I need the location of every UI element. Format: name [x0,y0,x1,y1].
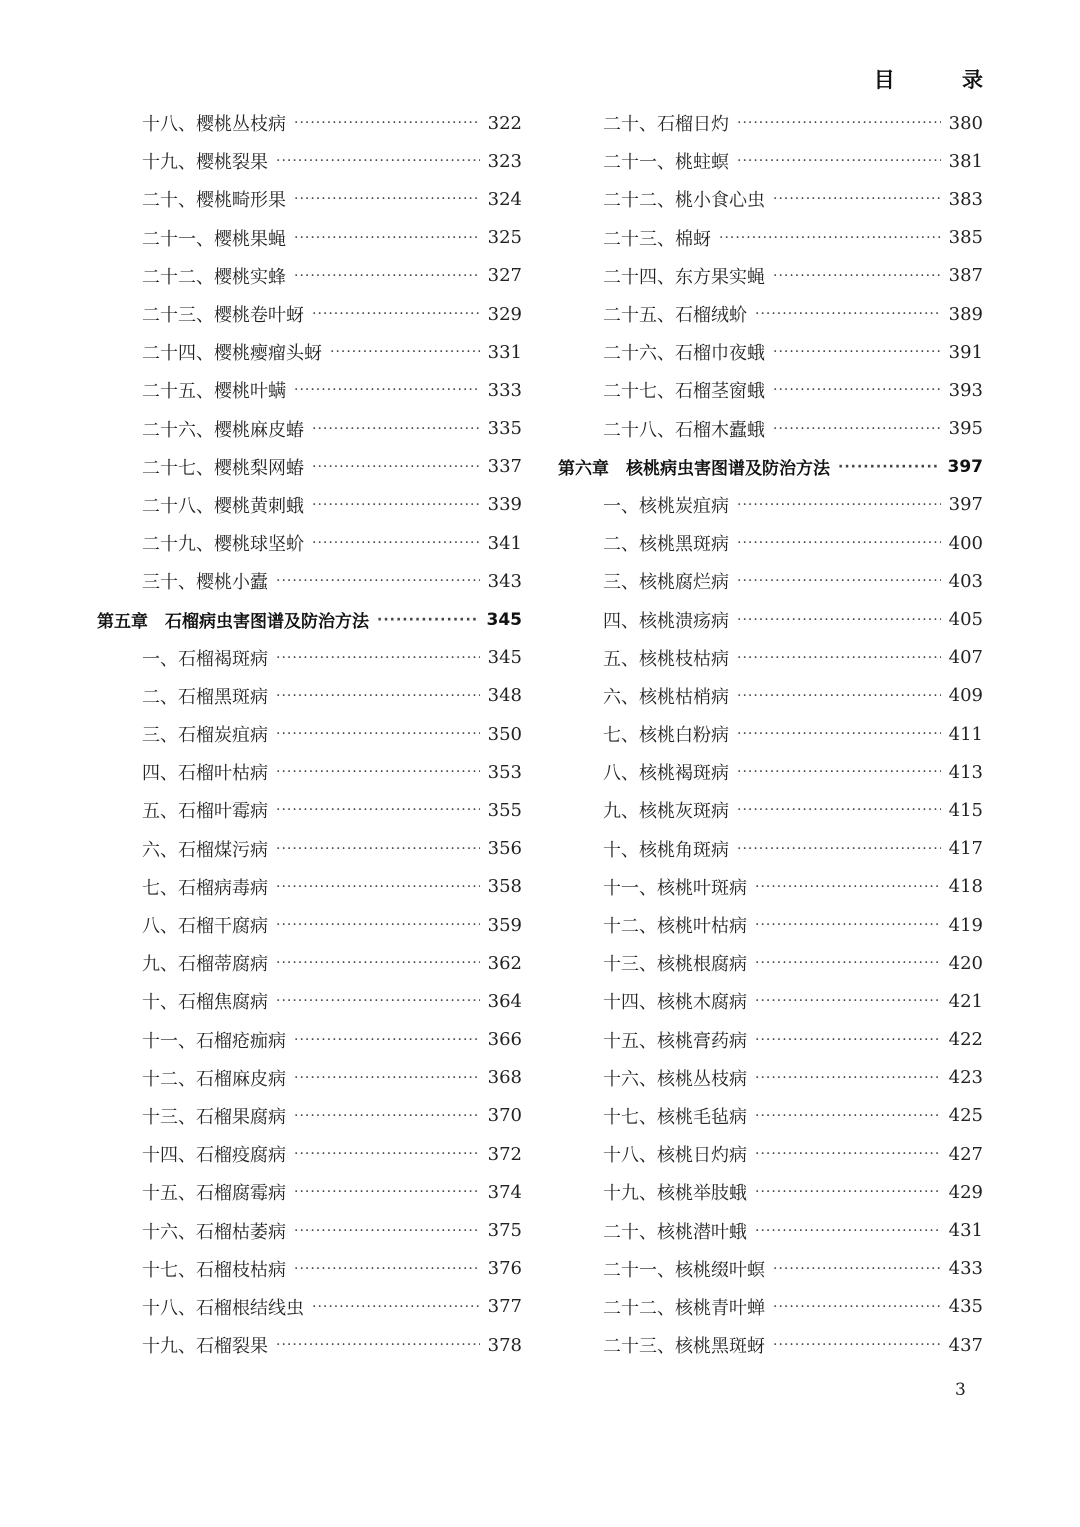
toc-entry-page: 353 [487,761,522,783]
toc-entry-page: 395 [948,418,983,440]
toc-entry-title: 二十六、樱桃麻皮蝽 [142,419,304,441]
dot-leader [737,802,941,818]
dot-leader [737,153,941,169]
toc-entry-title: 二十三、棉蚜 [603,228,711,250]
dot-leader [737,573,941,589]
toc-chapter-heading[interactable] [558,448,983,486]
toc-entry-page: 350 [487,723,522,745]
toc-entry-title: 三十、樱桃小蠹 [142,572,268,594]
toc-entry-page: 407 [948,647,983,669]
toc-entry-title: 二、核桃黑斑病 [603,534,729,556]
page-number: 3 [955,1380,966,1400]
toc-entry-title: 一、石榴褐斑病 [142,648,268,670]
toc-entry[interactable] [97,639,522,677]
toc-entry-page: 425 [948,1105,983,1127]
dot-leader [773,382,941,398]
dot-leader [294,1223,480,1239]
toc-entry-page: 376 [487,1258,522,1280]
toc-entry[interactable] [97,1211,522,1249]
toc-entry[interactable] [97,715,522,753]
toc-entry[interactable] [97,1097,522,1135]
toc-entry[interactable] [558,1326,983,1364]
toc-entry-title: 二十三、核桃黑斑蚜 [603,1336,765,1358]
toc-entry[interactable] [558,104,983,142]
toc-entry-page: 429 [948,1181,983,1203]
toc-entry-title: 四、石榴叶枯病 [142,763,268,785]
toc-entry-page: 325 [487,227,522,249]
toc-entry-page: 375 [487,1220,522,1242]
toc-entry-page: 339 [487,494,522,516]
toc-entry[interactable] [558,1288,983,1326]
toc-entry-title: 二十、樱桃畸形果 [142,190,286,212]
toc-entry[interactable] [97,219,522,257]
dot-leader [312,535,480,551]
dot-leader [773,344,941,360]
toc-entry-page: 377 [487,1296,522,1318]
toc-entry[interactable] [97,906,522,944]
dot-leader [737,650,941,666]
dot-leader [838,459,940,475]
dot-leader [737,764,941,780]
dot-leader [294,230,480,246]
dot-leader [737,841,941,857]
toc-entry-page: 393 [948,379,983,401]
toc-chapter-heading[interactable] [97,600,522,638]
toc-entry[interactable] [97,1288,522,1326]
toc-entry-page: 324 [487,188,522,210]
toc-entry[interactable] [97,1021,522,1059]
toc-entry[interactable] [97,524,522,562]
toc-entry-title: 十五、核桃膏药病 [603,1030,747,1052]
toc-entry-page: 378 [487,1334,522,1356]
dot-leader [737,726,941,742]
toc-entry-page: 435 [948,1296,983,1318]
toc-entry-title: 二十九、樱桃球坚蚧 [142,534,304,556]
toc-entry-title: 十、石榴焦腐病 [142,992,268,1014]
toc-entry[interactable] [97,448,522,486]
toc-entry-page: 433 [948,1258,983,1280]
toc-entry[interactable] [558,371,983,409]
toc-entry-title: 十七、核桃毛毡病 [603,1106,747,1128]
toc-entry-title: 二十八、樱桃黄刺蛾 [142,495,304,517]
dot-leader [773,421,941,437]
toc-entry-title: 一、核桃炭疽病 [603,495,729,517]
dot-leader [755,1223,941,1239]
toc-entry-page: 389 [948,303,983,325]
dot-leader [737,612,941,628]
toc-entry-title: 二十、石榴日灼 [603,114,729,136]
dot-leader [773,1261,941,1277]
dot-leader [294,115,480,131]
toc-entry[interactable] [558,333,983,371]
toc-entry-page: 400 [948,532,983,554]
toc-entry-page: 423 [948,1067,983,1089]
toc-entry-page: 323 [487,150,522,172]
dot-leader [755,1108,941,1124]
dot-leader [755,1032,941,1048]
toc-entry[interactable] [558,600,983,638]
toc-entry-title: 二十五、石榴绒蚧 [603,305,747,327]
toc-entry[interactable] [97,1059,522,1097]
toc-entry-title: 十八、石榴根结线虫 [142,1297,304,1319]
toc-entry-page: 333 [487,379,522,401]
toc-entry-page: 356 [487,838,522,860]
toc-entry-page: 372 [487,1143,522,1165]
toc-entry-page: 345 [487,647,522,669]
toc-entry-title: 二、石榴黑斑病 [142,686,268,708]
dot-leader [276,955,480,971]
dot-leader [755,1146,941,1162]
toc-entry[interactable] [558,830,983,868]
toc-entry[interactable] [558,1211,983,1249]
toc-entry-page: 397 [947,456,983,477]
toc-entry-page: 355 [487,799,522,821]
toc-entry-title: 二十四、樱桃瘿瘤头蚜 [142,343,322,365]
toc-entry-page: 422 [948,1029,983,1051]
dot-leader [737,688,941,704]
toc-entry-page: 437 [948,1334,983,1356]
toc-entry[interactable] [97,486,522,524]
toc-entry-title: 十八、樱桃丛枝病 [142,114,286,136]
toc-entry-page: 418 [948,876,983,898]
toc-entry-title: 十三、石榴果腐病 [142,1106,286,1128]
toc-entry-title: 四、核桃溃疡病 [603,610,729,632]
toc-entry[interactable] [558,944,983,982]
toc-entry[interactable] [97,295,522,333]
toc-entry[interactable] [97,830,522,868]
toc-entry-title: 三、核桃腐烂病 [603,572,729,594]
toc-entry[interactable] [558,562,983,600]
toc-entry-page: 383 [948,188,983,210]
toc-entry[interactable] [97,1326,522,1364]
toc-entry[interactable] [558,257,983,295]
toc-entry-title: 十三、核桃根腐病 [603,954,747,976]
toc-entry[interactable] [97,257,522,295]
dot-leader [276,917,480,933]
toc-entry[interactable] [97,982,522,1020]
dot-leader [755,993,941,1009]
toc-entry[interactable] [558,753,983,791]
toc-entry-title: 二十二、核桃青叶蝉 [603,1297,765,1319]
dot-leader [312,459,480,475]
toc-entry[interactable] [558,1135,983,1173]
toc-entry-title: 十四、石榴疫腐病 [142,1145,286,1167]
toc-entry-page: 413 [948,761,983,783]
dot-leader [276,726,480,742]
toc-entry-page: 327 [487,265,522,287]
toc-entry-page: 385 [948,227,983,249]
dot-leader [773,1299,941,1315]
toc-entry[interactable] [558,410,983,448]
dot-leader [312,421,480,437]
toc-entry-page: 411 [948,723,983,745]
toc-entry-title: 六、核桃枯梢病 [603,686,729,708]
toc-entry-title: 二十三、樱桃卷叶蚜 [142,305,304,327]
dot-leader [773,268,941,284]
toc-entry-page: 364 [487,990,522,1012]
toc-entry-page: 348 [487,685,522,707]
toc-entry[interactable] [97,868,522,906]
toc-entry-page: 337 [487,456,522,478]
toc-entry-title: 二十二、桃小食心虫 [603,190,765,212]
dot-leader [737,115,941,131]
toc-entry-title: 二十二、樱桃实蜂 [142,266,286,288]
toc-entry-page: 417 [948,838,983,860]
toc-entry-title: 七、石榴病毒病 [142,877,268,899]
toc-entry[interactable] [97,1173,522,1211]
dot-leader [773,191,941,207]
toc-entry-title: 第六章 核桃病虫害图谱及防治方法 [558,459,830,480]
toc-entry-page: 329 [487,303,522,325]
toc-entry-title: 十八、核桃日灼病 [603,1145,747,1167]
toc-entry[interactable] [558,982,983,1020]
dot-leader [312,497,480,513]
toc-entry-page: 421 [948,990,983,1012]
toc-entry-page: 343 [487,570,522,592]
toc-entry-page: 359 [487,914,522,936]
toc-entry-title: 三、石榴炭疽病 [142,725,268,747]
toc-entry-title: 十七、石榴枝枯病 [142,1259,286,1281]
dot-leader [294,1184,480,1200]
toc-entry[interactable] [558,524,983,562]
toc-entry-title: 五、核桃枝枯病 [603,648,729,670]
toc-entry-title: 二十一、桃蛀螟 [603,152,729,174]
toc-entry[interactable] [558,677,983,715]
page-header-title: 目 录 [873,68,1013,92]
toc-entry-title: 十一、石榴疮痂病 [142,1030,286,1052]
toc-entry[interactable] [558,639,983,677]
toc-entry-title: 十、核桃角斑病 [603,839,729,861]
dot-leader [294,1032,480,1048]
toc-entry-page: 362 [487,952,522,974]
toc-entry[interactable] [97,753,522,791]
toc-entry-title: 十六、核桃丛枝病 [603,1068,747,1090]
toc-entry[interactable] [97,410,522,448]
toc-entry-page: 387 [948,265,983,287]
toc-entry-title: 八、核桃褐斑病 [603,763,729,785]
toc-entry-title: 十五、石榴腐霉病 [142,1183,286,1205]
toc-entry[interactable] [97,1250,522,1288]
dot-leader [755,1184,941,1200]
toc-entry[interactable] [558,486,983,524]
toc-entry-page: 374 [487,1181,522,1203]
toc-entry-page: 322 [487,112,522,134]
dot-leader [737,535,941,551]
dot-leader [276,879,480,895]
dot-leader [755,1070,941,1086]
dot-leader [276,993,480,1009]
toc-entry[interactable] [97,180,522,218]
toc-entry-title: 二十八、石榴木蠹蛾 [603,419,765,441]
dot-leader [377,612,479,628]
toc-entry[interactable] [558,791,983,829]
toc-entry-title: 九、核桃灰斑病 [603,801,729,823]
toc-entry-page: 431 [948,1220,983,1242]
dot-leader [755,879,941,895]
toc-entry-title: 十六、石榴枯萎病 [142,1221,286,1243]
dot-leader [294,1261,480,1277]
dot-leader [294,1070,480,1086]
toc-entry-title: 十一、核桃叶斑病 [603,877,747,899]
dot-leader [312,306,480,322]
toc-entry-title: 十九、樱桃裂果 [142,152,268,174]
dot-leader [755,917,941,933]
toc-entry-title: 八、石榴干腐病 [142,916,268,938]
dot-leader [276,573,480,589]
toc-entry[interactable] [558,715,983,753]
toc-entry-page: 358 [487,876,522,898]
toc-entry-page: 409 [948,685,983,707]
dot-leader [276,841,480,857]
toc-entry[interactable] [558,1173,983,1211]
toc-entry-page: 405 [948,609,983,631]
dot-leader [276,802,480,818]
dot-leader [294,191,480,207]
dot-leader [276,153,480,169]
dot-leader [294,1108,480,1124]
toc-entry-title: 二十四、东方果实蝇 [603,266,765,288]
toc-entry[interactable] [97,944,522,982]
toc-entry[interactable] [558,142,983,180]
toc-entry-title: 六、石榴煤污病 [142,839,268,861]
toc-entry-page: 380 [948,112,983,134]
toc-entry-title: 二十六、石榴巾夜蛾 [603,343,765,365]
toc-entry[interactable] [558,906,983,944]
dot-leader [294,382,480,398]
toc-entry[interactable] [97,677,522,715]
toc-entry-title: 十二、核桃叶枯病 [603,916,747,938]
dot-leader [737,497,941,513]
dot-leader [755,955,941,971]
toc-entry-page: 397 [948,494,983,516]
dot-leader [276,764,480,780]
toc-entry[interactable] [558,295,983,333]
toc-entry[interactable] [558,1097,983,1135]
toc-entry-title: 十四、核桃木腐病 [603,992,747,1014]
toc-entry-page: 335 [487,418,522,440]
toc-entry-title: 二十一、樱桃果蝇 [142,228,286,250]
toc-entry[interactable] [558,180,983,218]
toc-entry-title: 二十、核桃潜叶蛾 [603,1221,747,1243]
toc-entry[interactable] [97,333,522,371]
toc-entry[interactable] [97,104,522,142]
toc-entry-title: 七、核桃白粉病 [603,725,729,747]
toc-entry-page: 391 [948,341,983,363]
toc-right-column [558,104,983,1364]
toc-entry-page: 366 [487,1029,522,1051]
toc-entry[interactable] [97,371,522,409]
dot-leader [276,650,480,666]
toc-entry-title: 十九、石榴裂果 [142,1336,268,1358]
toc-entry[interactable] [558,1250,983,1288]
dot-leader [276,688,480,704]
dot-leader [330,344,480,360]
toc-entry[interactable] [558,1059,983,1097]
toc-entry-page: 427 [948,1143,983,1165]
dot-leader [755,306,941,322]
toc-entry-title: 第五章 石榴病虫害图谱及防治方法 [97,612,369,633]
toc-entry-page: 331 [487,341,522,363]
toc-entry-title: 二十五、樱桃叶螨 [142,381,286,403]
toc-entry-page: 419 [948,914,983,936]
toc-entry-page: 403 [948,570,983,592]
toc-entry[interactable] [558,219,983,257]
toc-entry[interactable] [558,868,983,906]
toc-entry[interactable] [97,1135,522,1173]
toc-entry[interactable] [97,791,522,829]
toc-entry-title: 二十一、核桃缀叶螟 [603,1259,765,1281]
toc-entry-page: 370 [487,1105,522,1127]
toc-entry-title: 十九、核桃举肢蛾 [603,1183,747,1205]
toc-entry-page: 381 [948,150,983,172]
toc-left-column [97,104,522,1364]
dot-leader [773,1337,941,1353]
toc-entry-page: 341 [487,532,522,554]
toc-entry-page: 345 [486,609,522,630]
toc-entry-page: 415 [948,799,983,821]
toc-entry-title: 二十七、樱桃梨网蝽 [142,457,304,479]
dot-leader [294,268,480,284]
toc-entry-title: 五、石榴叶霉病 [142,801,268,823]
dot-leader [312,1299,480,1315]
toc-entry[interactable] [558,1021,983,1059]
toc-entry-title: 十二、石榴麻皮病 [142,1068,286,1090]
toc-entry-page: 420 [948,952,983,974]
toc-entry[interactable] [97,562,522,600]
dot-leader [294,1146,480,1162]
dot-leader [719,230,941,246]
toc-entry-title: 九、石榴蒂腐病 [142,954,268,976]
toc-entry[interactable] [97,142,522,180]
toc-entry-page: 368 [487,1067,522,1089]
dot-leader [276,1337,480,1353]
toc-entry-title: 二十七、石榴茎窗蛾 [603,381,765,403]
